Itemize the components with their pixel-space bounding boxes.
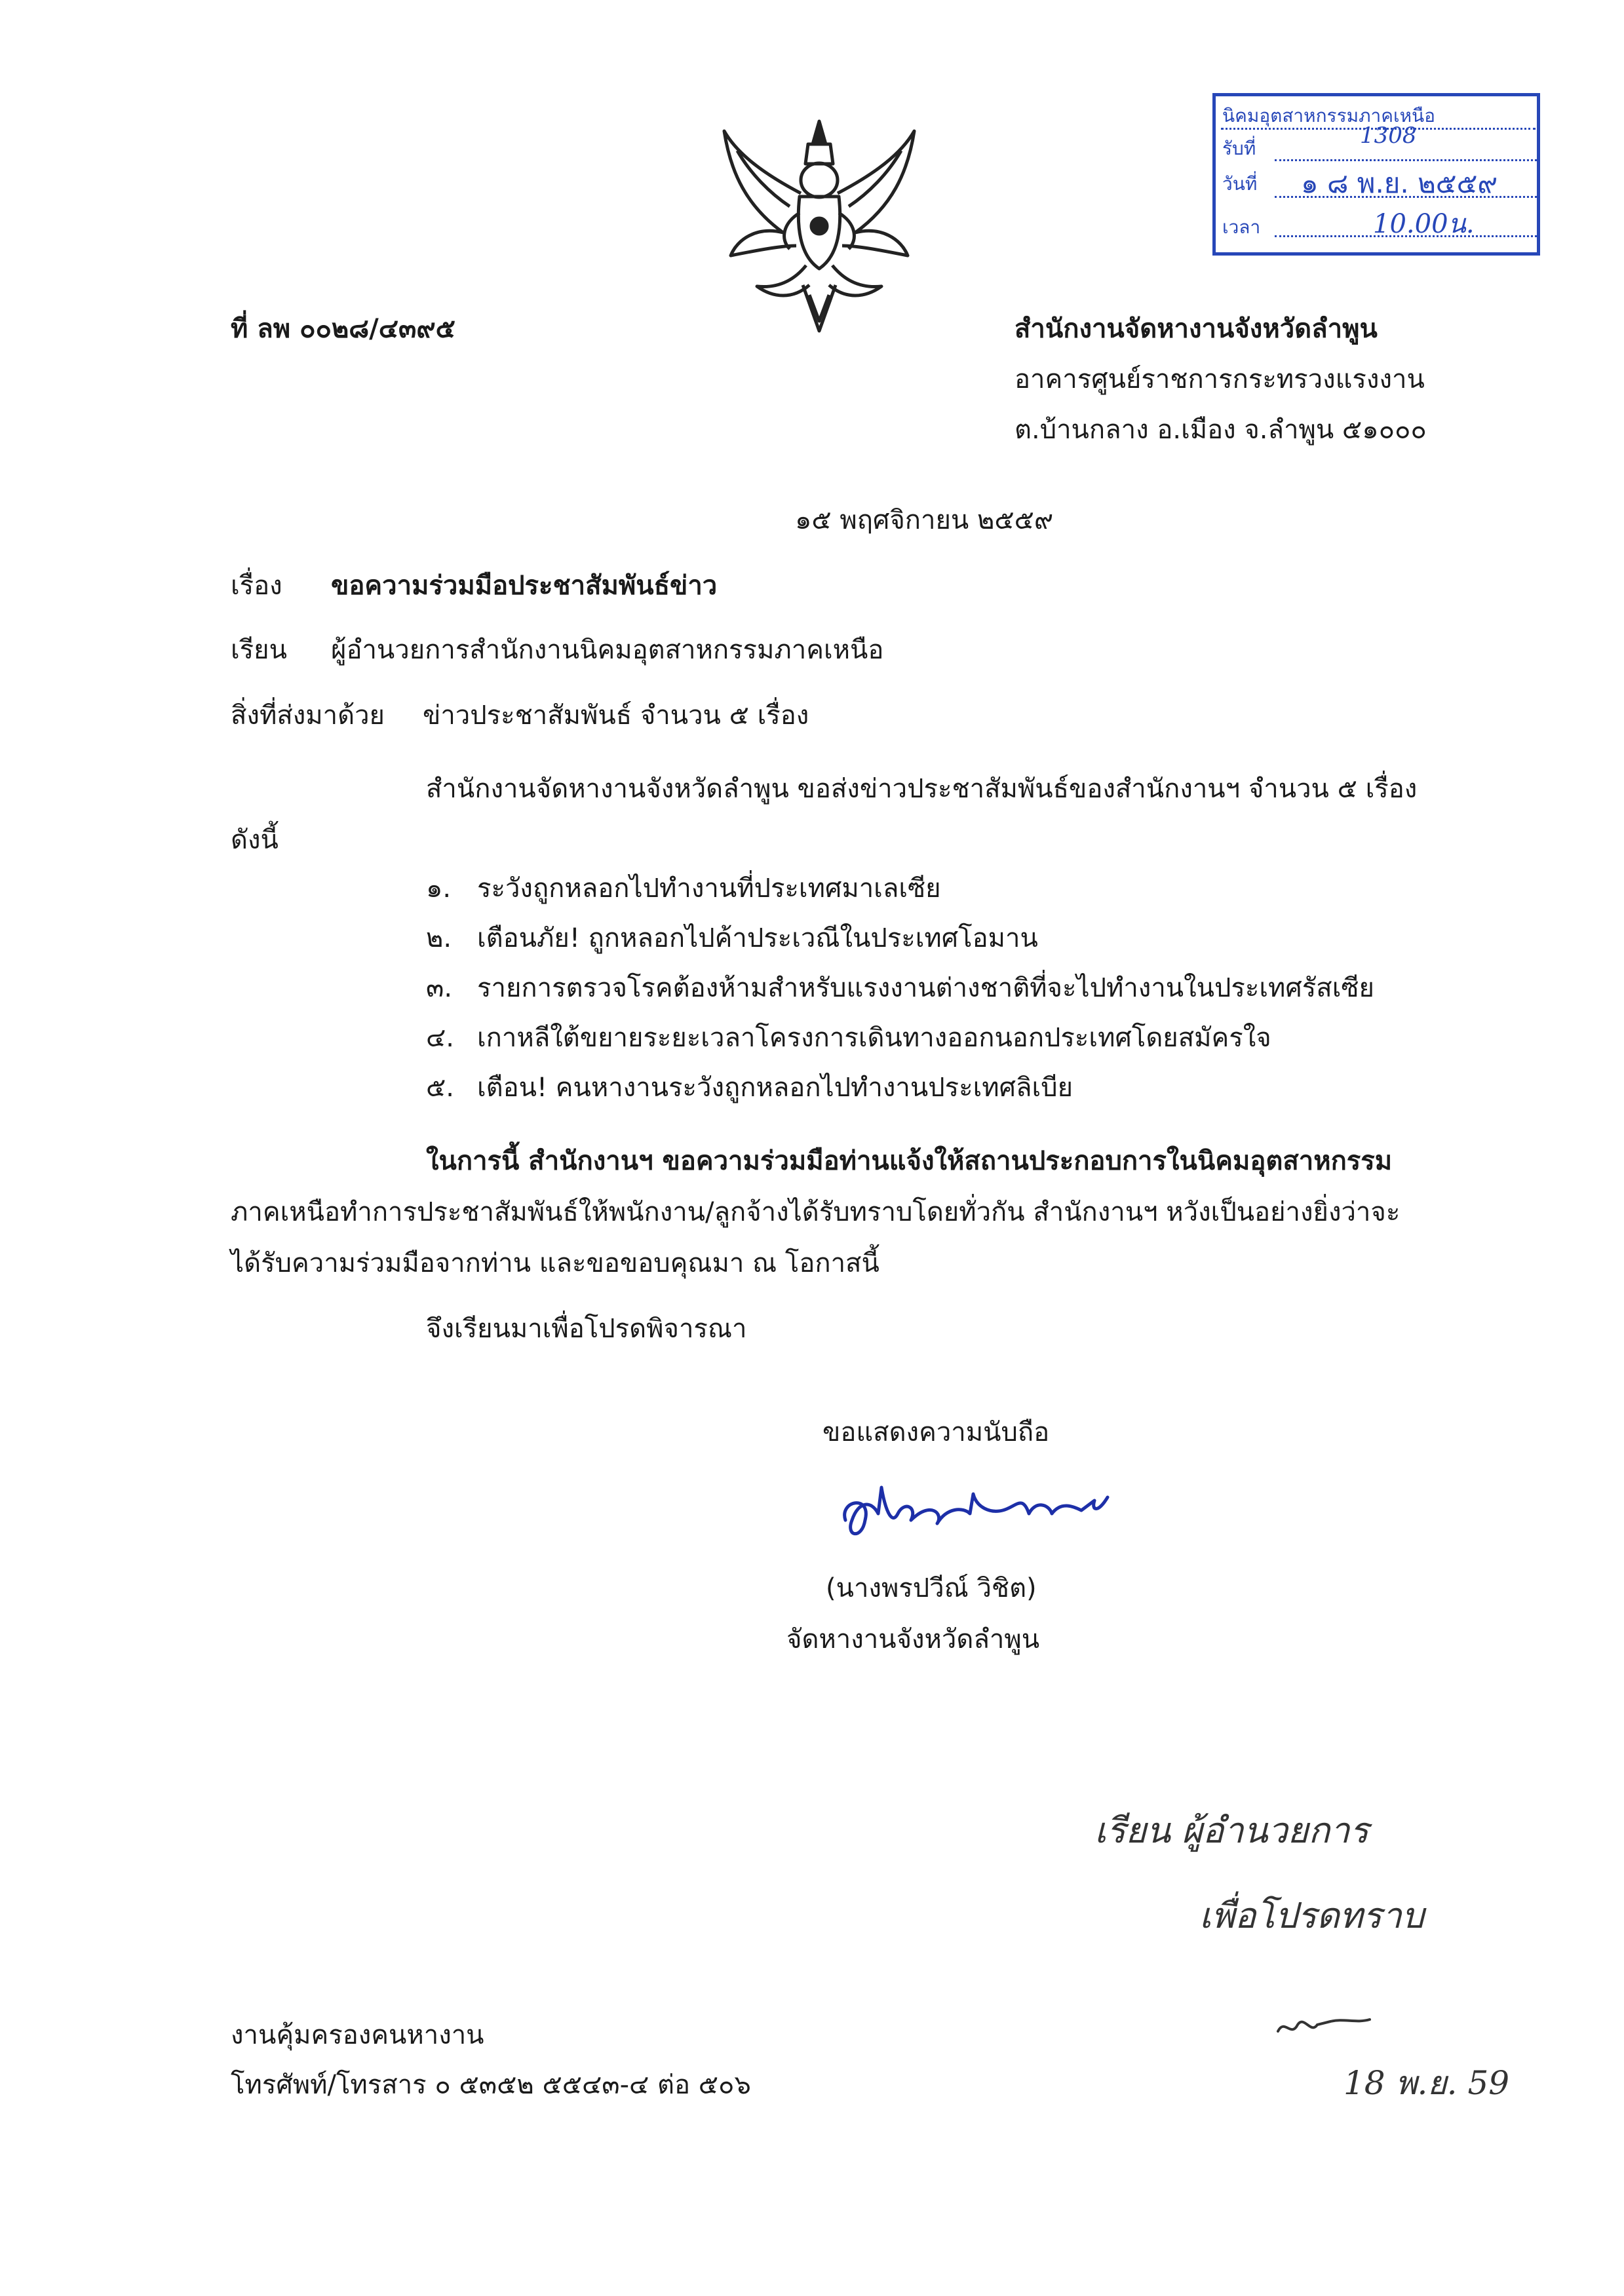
- stamp-receive-no-label: รับที่: [1222, 138, 1256, 159]
- list-item-number: ๒.: [426, 923, 452, 953]
- salutation: ขอแสดงความนับถือ: [822, 1417, 1050, 1447]
- signer-position: จัดหางานจังหวัดลำพูน: [786, 1624, 1040, 1655]
- list-item: ระวังถูกหลอกไปทำงานที่ประเทศมาเลเซีย: [477, 873, 941, 904]
- paragraph-2-line-1: ในการนี้ สำนักงานฯ ขอความร่วมมือท่านแจ้งให้สถานประกอบการในนิคมอุตสาหกรรม: [426, 1146, 1393, 1176]
- sender-org-name: สำนักงานจัดหางานจังหวัดลำพูน: [1015, 314, 1378, 344]
- closing-line: จึงเรียนมาเพื่อโปรดพิจารณา: [426, 1314, 747, 1344]
- enclosure-label: สิ่งที่ส่งมาด้วย: [231, 700, 385, 731]
- stamp-org-label: นิคมอุตสาหกรรมภาคเหนือ: [1222, 105, 1435, 126]
- signer-name: (นางพรปวีณ์ วิชิต): [826, 1573, 1037, 1603]
- list-item: เตือนภัย! ถูกหลอกไปค้าประเวณีในประเทศโอมาน: [477, 923, 1038, 953]
- reference-number: ที่ ลพ ๐๐๒๘/๔๓๙๕: [231, 314, 455, 344]
- paragraph-2-line-3: ได้รับความร่วมมือจากท่าน และขอขอบคุณมา ณ โอกาสนี้: [231, 1248, 880, 1278]
- handwritten-note-date: 18 พ.ย. 59: [1344, 2064, 1510, 2102]
- stamp-date: ๑ ๘ พ.ย. ๒๕๕๙: [1301, 167, 1498, 199]
- handwritten-note-line-2: เพื่อโปรดทราบ: [1199, 1895, 1425, 1936]
- footer-department: งานคุ้มครองคนหางาน: [231, 2020, 484, 2050]
- enclosure-text: ข่าวประชาสัมพันธ์ จำนวน ๕ เรื่อง: [423, 700, 809, 731]
- recipient-label: เรียน: [231, 635, 287, 665]
- list-item-number: ๔.: [426, 1023, 454, 1053]
- list-item: เตือน! คนหางานระวังถูกหลอกไปทำงานประเทศลิเบีย: [477, 1073, 1073, 1103]
- subject-text: ขอความร่วมมือประชาสัมพันธ์ข่าว: [331, 571, 718, 601]
- letter-date: ๑๕ พฤศจิกายน ๒๕๕๙: [795, 505, 1054, 535]
- list-item-number: ๕.: [426, 1073, 454, 1103]
- stamp-date-label: วันที่: [1222, 173, 1258, 195]
- handwritten-note-line-1: เรียน ผู้อำนวยการ: [1094, 1810, 1369, 1851]
- initials-icon: [1271, 2005, 1376, 2044]
- receipt-stamp: [1212, 93, 1540, 256]
- subject-label: เรื่อง: [231, 571, 282, 601]
- footer-contact: โทรศัพท์/โทรสาร ๐ ๕๓๕๒ ๕๕๔๓-๔ ต่อ ๕๐๖: [231, 2070, 751, 2100]
- list-item-number: ๓.: [426, 973, 453, 1003]
- paragraph-2-line-2: ภาคเหนือทำการประชาสัมพันธ์ให้พนักงาน/ลูกจ้างได้รับทราบโดยทั่วกัน สำนักงานฯ หวังเป็นอย่างยิ่งว่าจะ: [231, 1197, 1401, 1227]
- list-item: เกาหลีใต้ขยายระยะเวลาโครงการเดินทางออกนอกประเทศโดยสมัครใจ: [477, 1023, 1271, 1053]
- garuda-emblem-icon: [711, 115, 927, 337]
- list-item: รายการตรวจโรคต้องห้ามสำหรับแรงงานต่างชาติที่จะไปทำงานในประเทศรัสเซีย: [477, 973, 1374, 1003]
- signature-icon: [832, 1474, 1134, 1553]
- sender-address-1: อาคารศูนย์ราชการกระทรวงแรงงาน: [1015, 364, 1425, 394]
- sender-address-2: ต.บ้านกลาง อ.เมือง จ.ลำพูน ๕๑๐๐๐: [1015, 415, 1427, 445]
- stamp-time: 10.00น.: [1373, 209, 1475, 239]
- list-item-number: ๑.: [426, 873, 452, 904]
- recipient-text: ผู้อำนวยการสำนักงานนิคมอุตสาหกรรมภาคเหนือ: [331, 635, 884, 665]
- intro-line-1: สำนักงานจัดหางานจังหวัดลำพูน ขอส่งข่าวประชาสัมพันธ์ของสำนักงานฯ จำนวน ๕ เรื่อง: [426, 774, 1418, 804]
- intro-line-2: ดังนี้: [231, 825, 279, 855]
- stamp-time-label: เวลา: [1222, 216, 1261, 238]
- stamp-receive-no: 1308: [1360, 123, 1417, 149]
